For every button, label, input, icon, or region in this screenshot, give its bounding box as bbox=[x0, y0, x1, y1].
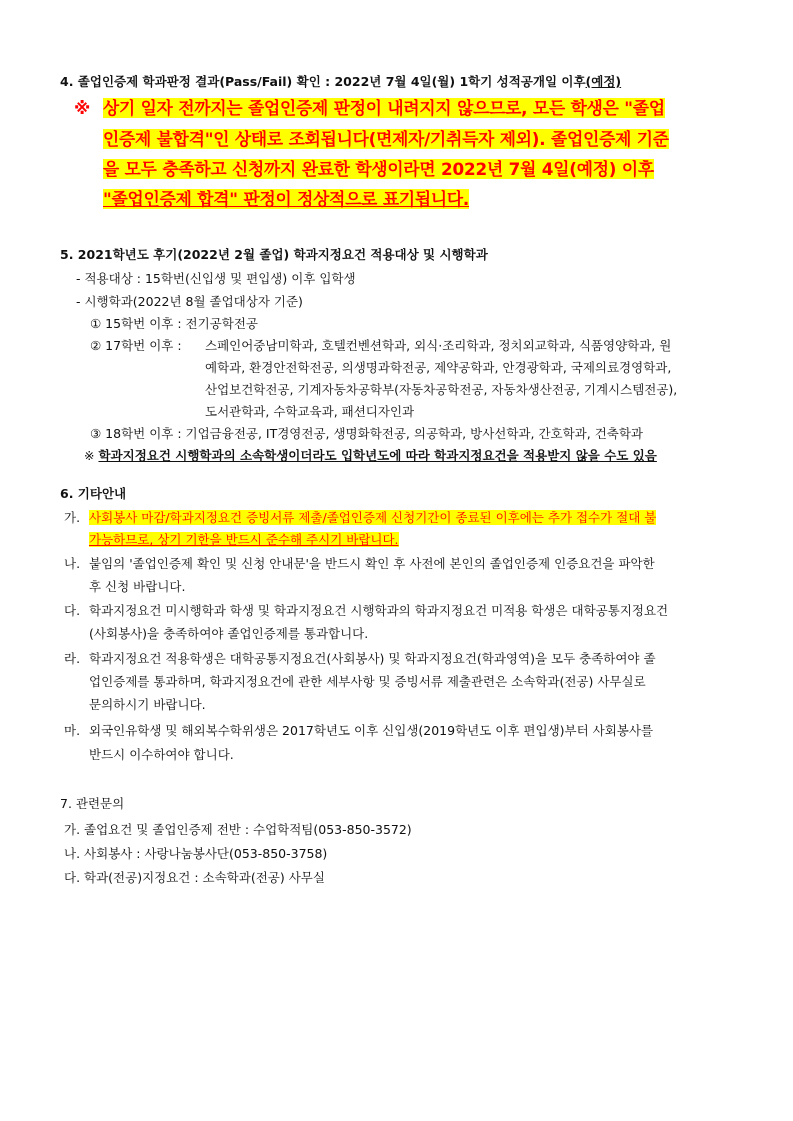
notice-line-1 bbox=[103, 95, 665, 121]
dept-item-3: ③ 18학번 이후 : 기업금융전공, IT경영전공, 생명화학전공, 의공학과, 방사선학과, 간호학과, 건축학과 bbox=[90, 426, 643, 441]
item-ga-label: 가. bbox=[64, 510, 81, 525]
section-5-depts-intro: - 시행학과(2022년 8월 졸업대상자 기준) bbox=[76, 294, 303, 309]
dept-item-1: ① 15학번 이후 : 전기공학전공 bbox=[90, 316, 258, 331]
dept-item-2-line-2: 예학과, 환경안전학전공, 의생명과학전공, 제약공학과, 안경광학과, 국제의료경영학과, bbox=[205, 360, 672, 375]
notice-line-2 bbox=[103, 126, 669, 152]
contact-item-3: 다. 학과(전공)지정요건 : 소속학과(전공) 사무실 bbox=[64, 870, 325, 885]
item-ga-line-1 bbox=[89, 509, 656, 527]
item-ga-line-1-text: 사회봉사 마감/학과지정요건 증빙서류 제출/졸업인증제 신청기간이 종료된 이후에는 추가 접수가 절대 불 bbox=[89, 510, 657, 525]
item-ma-label: 마. bbox=[64, 723, 81, 738]
dept-item-2-label: ② 17학번 이후 : bbox=[90, 338, 182, 353]
notice-line-3-text: 을 모두 충족하고 신청까지 완료한 학생이라면 2022년 7월 4일(예정) 이후 bbox=[103, 159, 654, 179]
item-ga-line-2 bbox=[89, 531, 399, 549]
item-ma-line-2: 반드시 이수하여야 합니다. bbox=[89, 747, 234, 762]
section-6-title: 6. 기타안내 bbox=[60, 486, 127, 501]
item-na-line-2: 후 신청 바랍니다. bbox=[89, 579, 186, 594]
item-ra-line-1: 학과지정요건 적용학생은 대학공통지정요건(사회봉사) 및 학과지정요건(학과영역)을 모두 충족하여야 졸 bbox=[89, 651, 656, 666]
contact-item-2: 나. 사회봉사 : 사랑나눔봉사단(053-850-3758) bbox=[64, 846, 328, 861]
section-5-note bbox=[84, 447, 657, 465]
notice-line-4-text: "졸업인증제 합격" 판정이 정상적으로 표기됩니다. bbox=[103, 189, 470, 209]
item-ra-line-2: 업인증제를 통과하며, 학과지정요건에 관한 세부사항 및 증빙서류 제출관련은 소속학과(전공) 사무실로 bbox=[89, 674, 646, 689]
section-7-title: 7. 관련문의 bbox=[60, 796, 125, 811]
item-ra-label: 라. bbox=[64, 651, 81, 666]
notice-line-3 bbox=[103, 156, 654, 182]
note-text: 학과지정요건 시행학과의 소속학생이더라도 입학년도에 따라 학과지정요건을 적용받지 않을 수도 있음 bbox=[98, 448, 657, 463]
section-4-title bbox=[60, 73, 621, 91]
dept-item-2-line-1: 스페인어중남미학과, 호텔컨벤션학과, 외식·조리학과, 정치외교학과, 식품영양학과, 원 bbox=[205, 338, 672, 353]
section-5-title: 5. 2021학년도 후기(2022년 2월 졸업) 학과지정요건 적용대상 및 시행학과 bbox=[60, 247, 488, 262]
section-4-title-underlined: (예정) bbox=[585, 74, 622, 89]
section-5-target: - 적용대상 : 15학번(신입생 및 편입생) 이후 입학생 bbox=[76, 271, 356, 286]
dept-item-2-line-3: 산업보건학전공, 기계자동차공학부(자동차공학전공, 자동차생산전공, 기계시스템전공), bbox=[205, 382, 678, 397]
section-4-title-text: 4. 졸업인증제 학과판정 결과(Pass/Fail) 확인 : 2022년 7월 4일(월) 1학기 성적공개일 이후 bbox=[60, 74, 586, 89]
contact-item-1: 가. 졸업요건 및 졸업인증제 전반 : 수업학적팀(053-850-3572) bbox=[64, 822, 412, 837]
item-da-label: 다. bbox=[64, 603, 81, 618]
item-da-line-2: (사회봉사)을 충족하여야 졸업인증제를 통과합니다. bbox=[89, 626, 369, 641]
notice-line-2-text: 인증제 불합격"인 상태로 조회됩니다(면제자/기취득자 제외). 졸업인증제 기준 bbox=[103, 129, 669, 149]
dept-item-2-line-4: 도서관학과, 수학교육과, 패션디자인과 bbox=[205, 404, 415, 419]
note-mark: ※ bbox=[84, 448, 95, 463]
item-da-line-1: 학과지정요건 미시행학과 학생 및 학과지정요건 시행학과의 학과지정요건 미적용 학생은 대학공통지정요건 bbox=[89, 603, 669, 618]
item-na-line-1: 붙임의 '졸업인증제 확인 및 신청 안내문'을 반드시 확인 후 사전에 본인의 졸업인증제 인증요건을 파악한 bbox=[89, 556, 655, 571]
notice-mark: ※ bbox=[74, 98, 91, 118]
notice-line-4 bbox=[103, 186, 469, 212]
item-ma-line-1: 외국인유학생 및 해외복수학위생은 2017학년도 이후 신입생(2019학년도 이후 편입생)부터 사회봉사를 bbox=[89, 723, 654, 738]
item-ra-line-3: 문의하시기 바랍니다. bbox=[89, 697, 206, 712]
item-ga-line-2-text: 가능하므로, 상기 기한을 반드시 준수해 주시기 바랍니다. bbox=[89, 532, 399, 547]
item-na-label: 나. bbox=[64, 556, 81, 571]
notice-line-1-text: 상기 일자 전까지는 졸업인증제 판정이 내려지지 않으므로, 모든 학생은 "졸업 bbox=[103, 98, 665, 118]
